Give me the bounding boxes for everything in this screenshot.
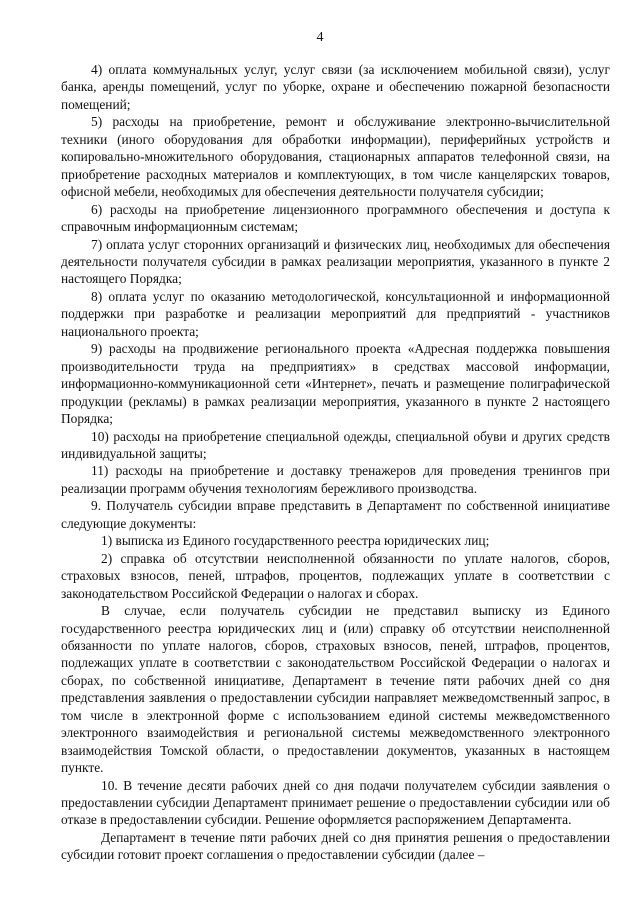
paragraph-item-5: 5) расходы на приобретение, ремонт и обслуживание электронно-вычислительной техники (иного оборудования для обработки информации), периферийных устройств и копировально-множительного оборудования, стационарных аппаратов телефонной связи, на приобретение расходных материалов и комплектующих, в том числе канцелярских товаров, офисной мебели, необходимых для обеспечения деятельности получателя субсидии; bbox=[61, 114, 610, 200]
paragraph-item-9: 9) расходы на продвижение регионального проекта «Адресная поддержка повышения производительности труда на предприятиях» в средствах массовой информации, информационно-коммуникационной сети «Интернет», печать и размещение полиграфической продукции (рекламы) в рамках реализации мероприятия, указанного в пункте 2 настоящего Порядка; bbox=[61, 341, 610, 427]
paragraph-item-11: 11) расходы на приобретение и доставку тренажеров для проведения тренингов при реализации программ обучения технологиям бережливого производства. bbox=[61, 463, 610, 496]
paragraph-clause-9: 9. Получатель субсидии вправе представить в Департамент по собственной инициативе следующие документы: bbox=[61, 498, 610, 531]
paragraph-item-8: 8) оплата услуг по оказанию методологической, консультационной и информационной поддержки при разработке и реализации мероприятий для предприятий - участников национального проекта; bbox=[61, 288, 610, 339]
paragraph-document-1: 1) выписка из Единого государственного реестра юридических лиц; bbox=[101, 533, 490, 549]
paragraph-item-6: 6) расходы на приобретение лицензионного программного обеспечения и доступа к справочным информационным системам; bbox=[61, 201, 610, 235]
paragraph-item-10: 10) расходы на приобретение специальной одежды, специальной обуви и других средств индивидуальной защиты; bbox=[61, 428, 610, 461]
page-number: 4 bbox=[316, 30, 324, 45]
paragraph-clause-10: 10. В течение десяти рабочих дней со дня подачи получателем субсидии заявления о предоставлении субсидии Департамент принимает решение о предоставлении субсидии или об отказе в предоставлении субсидии. Решение оформляется распоряжением Департамента. bbox=[61, 777, 610, 828]
paragraph-interagency-request: В случае, если получатель субсидии не представил выписку из Единого государственного реестра юридических лиц и (или) справку об отсутствии неисполненной обязанности по уплате налогов, сборов, страховых взносов, пеней, штрафов, процентов, подлежащих уплате в соответствии с законодательством Российской Федерации о налогах и сборах, по собственной инициативе, Департамент в течение пяти рабочих дней со дня представления заявления о предоставлении субсидии направляет межведомственный запрос, в том числе в электронной форме с использованием единой системы межведомственного электронного взаимодействия и региональной системы межведомственного электронного взаимодействия Томской области, о предоставлении документов, указанных в настоящем пункте. bbox=[61, 603, 610, 776]
paragraph-document-2: 2) справка об отсутствии неисполненной обязанности по уплате налогов, сборов, страховых взносов, пеней, штрафов, процентов, подлежащих уплате в соответствии с законодательством Российской Федерации о налогах и сборах. bbox=[61, 550, 610, 601]
paragraph-item-7: 7) оплата услуг сторонних организаций и физических лиц, необходимых для обеспечения деятельности получателя субсидии в рамках реализации мероприятия, указанного в пункте 2 настоящего Порядка; bbox=[61, 236, 610, 287]
paragraph-item-4: 4) оплата коммунальных услуг, услуг связи (за исключением мобильной связи), услуг банка, аренды помещений, услуг по уборке, охране и обеспечению пожарной безопасности помещений; bbox=[61, 62, 610, 112]
document-body bbox=[61, 61, 610, 864]
paragraph-agreement-draft: Департамент в течение пяти рабочих дней со дня принятия решения о предоставлении субсидии готовит проект соглашения о предоставлении субсидии (далее – bbox=[61, 829, 610, 863]
